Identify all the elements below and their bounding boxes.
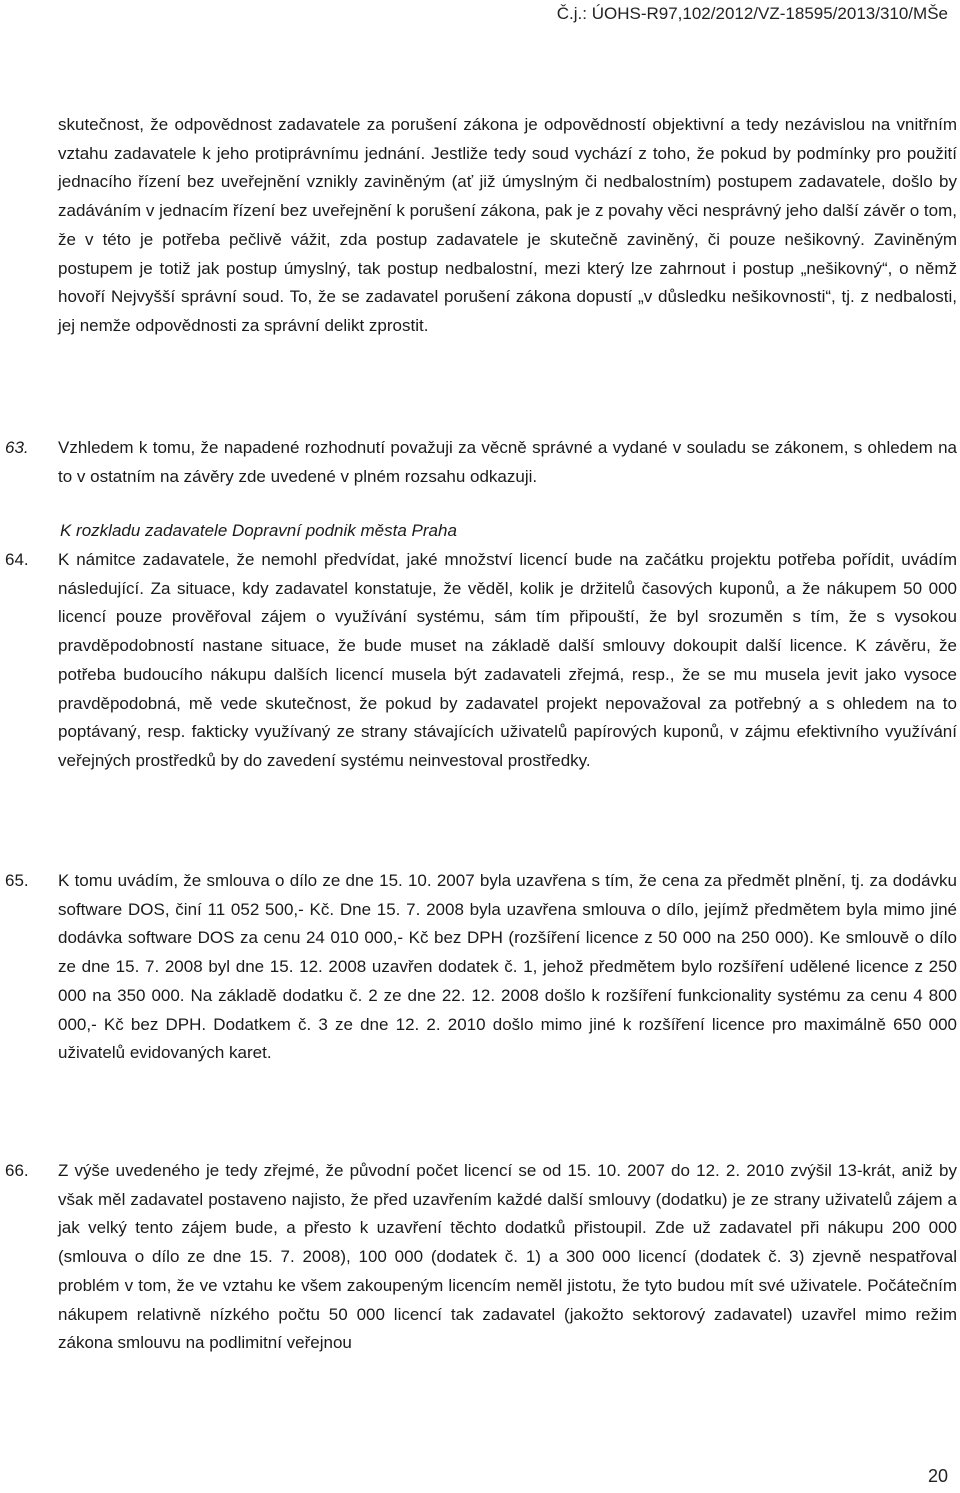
paragraph-continuation: skutečnost, že odpovědnost zadavatele za porušení zákona je odpovědností objektivní a tedy nezávislou na vnitřním vztahu zadavatele k jeho protiprávnímu jednání. Jestliže tedy soud vychází z toho, že pokud by podmínky pro použití jednacího řízení bez uveřejnění vznikly zaviněným (ať již úmyslným či nedbalostním) postupem zadavatele, došlo by zadáváním v jednacím řízení bez uveřejnění k porušení zákona, pak je z povahy věci nesprávný jeho další závěr o tom, že v této je potřeba pečlivě vážit, zda postup zadavatele je skutečně zaviněný, či pouze nešikovný. Zaviněným postupem je totiž jak postup úmyslný, tak postup nedbalostní, mezi který lze zahrnout i postup „nešikovný“, o němž hovoří Nejvyšší správní soud. To, že se zadavatel porušení zákona dopustí „v důsledku nešikovnosti“, tj. z nedbalosti, jej nemže odpovědnosti za správní delikt zprostit. (58, 115, 957, 335)
document-reference-header: Č.j.: ÚOHS-R97,102/2012/VZ-18595/2013/310/MŠe (556, 4, 948, 23)
paragraph-64: K námitce zadavatele, že nemohl předvídat, jaké množství licencí bude na začátku projektu potřeba pořídit, uvádím následující. Za situace, kdy zadavatel konstatuje, že věděl, kolik je držitelů časových kuponů, a že nákupem 50 000 licencí pouze prověřoval zájem o využívání systému, sám tím připouští, že byl srozuměn s tím, že s vysokou pravděpodobností nastane situace, že bude muset na základě další smlouvy dokoupit další licence. K závěru, že potřeba budoucího nákupu dalších licencí musela být zadavateli zřejmá, resp., že se mu musela jevit jako vysoce pravděpodobná, mě vede skutečnost, že pokud by zadavatel projekt nepovažoval za potřebný a s ohledem na to poptávaný, resp. fakticky využívaný ze strany stávajících uživatelů papírových kuponů, v zájmu efektivního využívání veřejných prostředků by do zavedení systému neinvestoval prostředky. (58, 550, 957, 770)
paragraph-number-63: 63. (5, 438, 29, 457)
paragraph-63: Vzhledem k tomu, že napadené rozhodnutí považuji za věcně správné a vydané v souladu se zákonem, s ohledem na to v ostatním na závěry zde uvedené v plném rozsahu odkazuji. (58, 438, 957, 486)
paragraph-number-65: 65. (5, 871, 29, 890)
paragraph-number-66: 66. (5, 1161, 29, 1180)
paragraph-65: K tomu uvádím, že smlouva o dílo ze dne 15. 10. 2007 byla uzavřena s tím, že cena za předmět plnění, tj. za dodávku software DOS, činí 11 052 500,- Kč. Dne 15. 7. 2008 byla uzavřena smlouva o dílo, jejímž předmětem byla mimo jiné dodávka software DOS za cenu 24 010 000,- Kč bez DPH (rozšíření licence z 50 000 na 250 000). Ke smlouvě o dílo ze dne 15. 7. 2008 byl dne 15. 12. 2008 uzavřen dodatek č. 1, jehož předmětem bylo rozšíření udělené licence z 250 000 na 350 000. Na základě dodatku č. 2 ze dne 22. 12. 2008 došlo k rozšíření funkcionality systému za cenu 4 800 000,- Kč bez DPH. Dodatkem č. 3 ze dne 12. 2. 2010 došlo mimo jiné k rozšíření licence pro maximálně 650 000 uživatelů evidovaných karet. (58, 871, 957, 1063)
section-subheading: K rozkladu zadavatele Dopravní podnik města Praha (60, 521, 457, 540)
paragraph-66: Z výše uvedeného je tedy zřejmé, že původní počet licencí se od 15. 10. 2007 do 12. 2. 2010 zvýšil 13-krát, aniž by však měl zadavatel postaveno najisto, že před uzavřením každé další smlouvy (dodatku) je ze strany uživatelů zájem a jak velký tento zájem bude, a přesto k uzavření těchto dodatků přistoupil. Zde už zadavatel při nákupu 200 000 (smlouva o dílo ze dne 15. 7. 2008), 100 000 (dodatek č. 1) a 300 000 licencí (dodatek č. 3) zjevně nespatřoval problém v tom, že ve vztahu ke všem zakoupeným licencím neměl jistotu, že tyto budou mít své uživatele. Počátečním nákupem relativně nízkého počtu 50 000 licencí tak zadavatel (jakožto sektorový zadavatel) uzavřel mimo režim zákona smlouvu na podlimitní veřejnou (58, 1161, 957, 1353)
paragraph-number-64: 64. (5, 550, 29, 569)
page-number: 20 (927, 1466, 948, 1486)
